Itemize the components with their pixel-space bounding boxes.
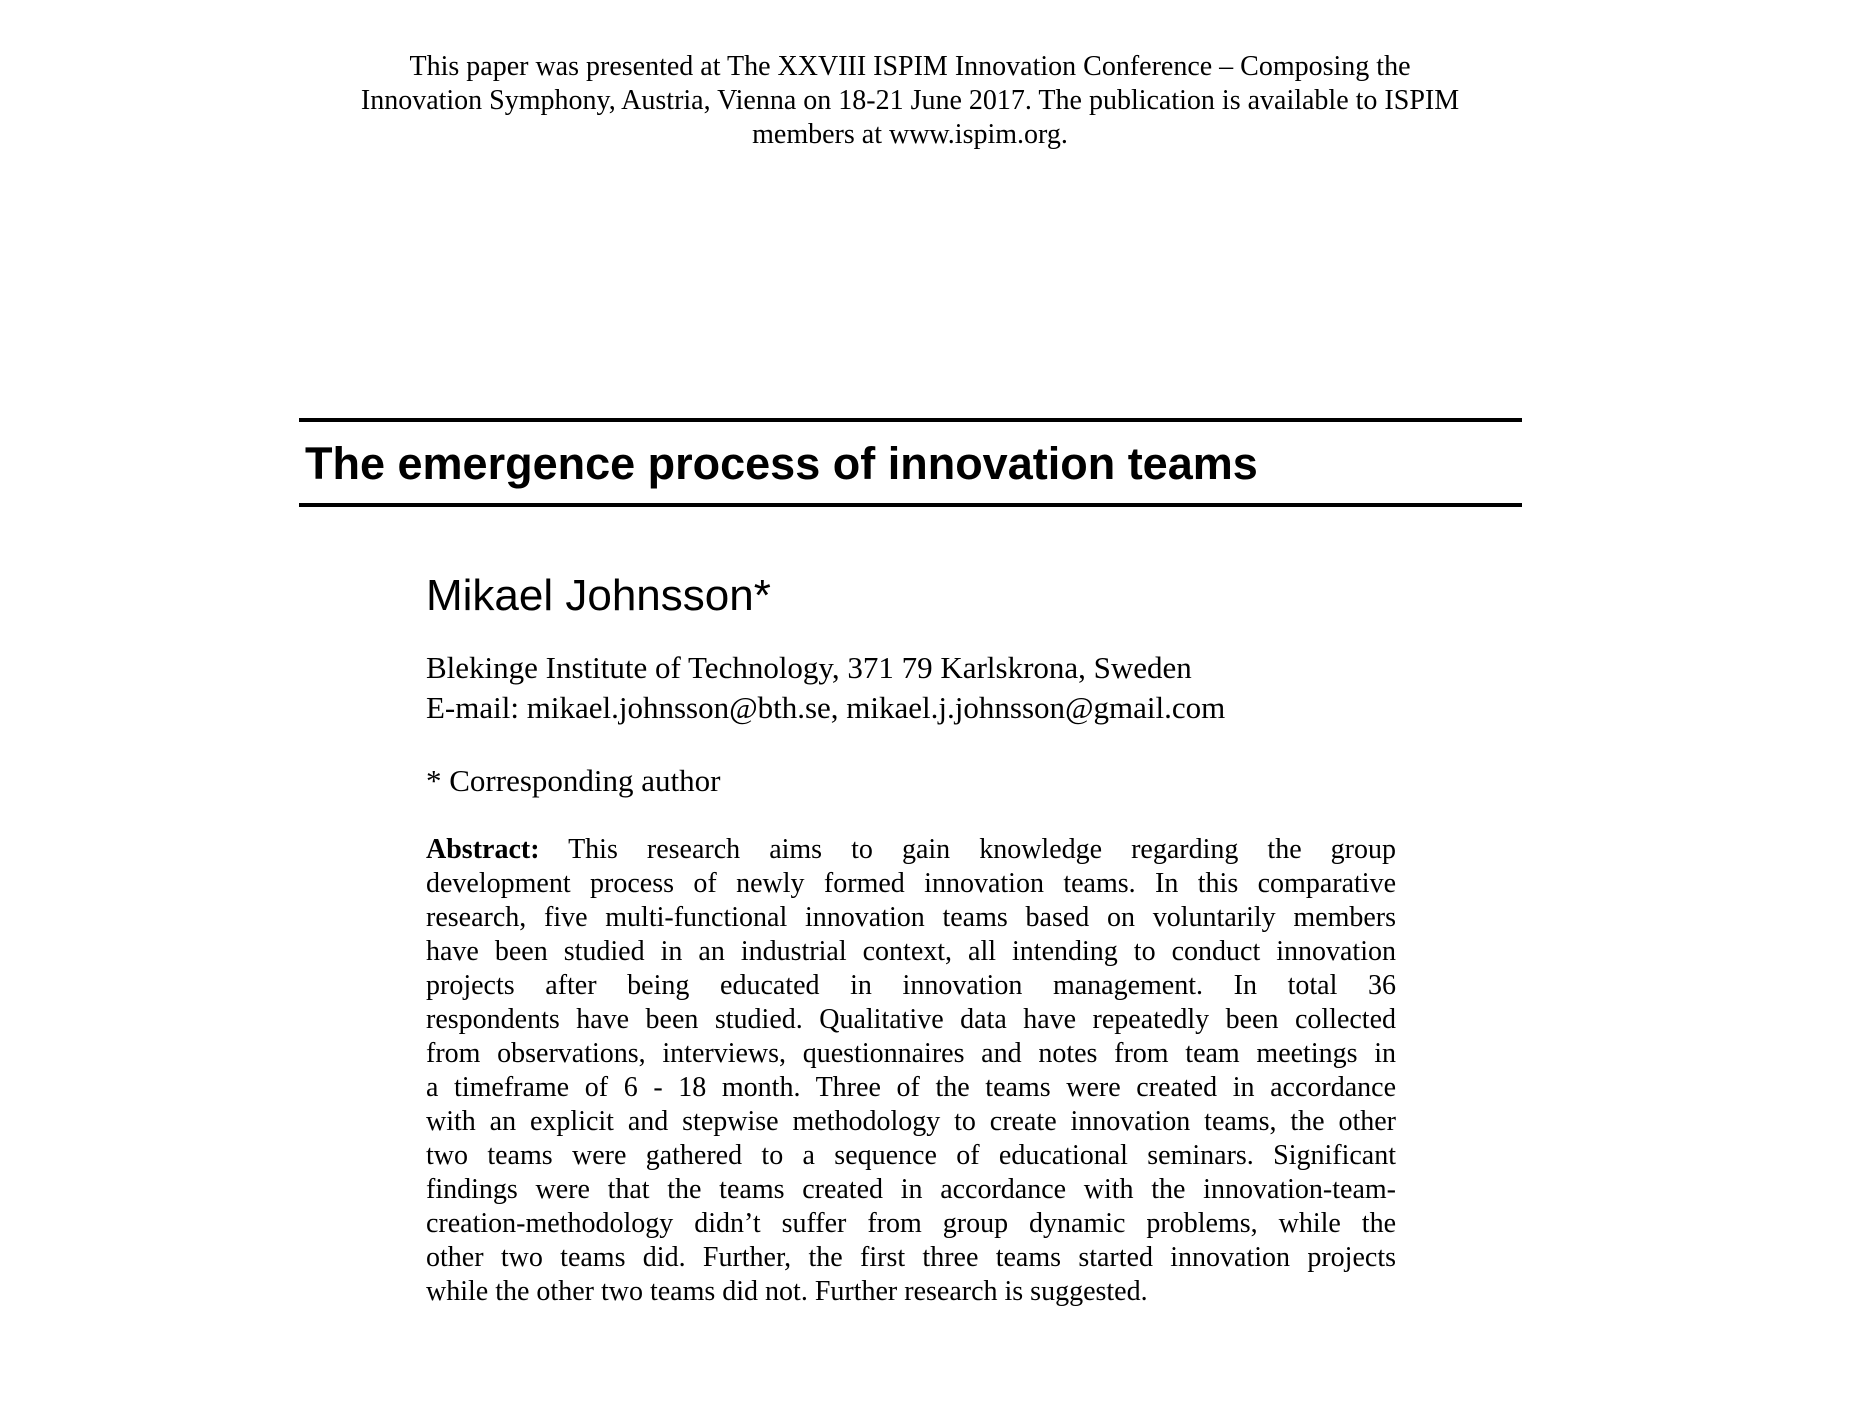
abstract	[426, 833, 1396, 1309]
abstract-line: research, five multi-functional innovation teams based on voluntarily members	[426, 902, 1396, 933]
abstract-label: Abstract:	[426, 834, 540, 865]
corresponding-author-note: * Corresponding author	[426, 763, 721, 798]
abstract-line: have been studied in an industrial context, all intending to conduct innovation	[426, 936, 1396, 967]
conference-notice-line: members at www.ispim.org.	[752, 119, 1068, 150]
author-affiliation-block	[426, 648, 1225, 728]
abstract-line: while the other two teams did not. Further research is suggested.	[426, 1276, 1148, 1307]
author-email: E-mail: mikael.johnsson@bth.se, mikael.j.johnsson@gmail.com	[426, 690, 1226, 725]
abstract-line: findings were that the teams created in accordance with the innovation-team-	[426, 1174, 1396, 1205]
abstract-line	[426, 833, 1396, 867]
abstract-line: respondents have been studied. Qualitative data have repeatedly been collected	[426, 1004, 1396, 1035]
abstract-line: from observations, interviews, questionnaires and notes from team meetings in	[426, 1038, 1396, 1069]
abstract-line: two teams were gathered to a sequence of educational seminars. Significant	[426, 1140, 1396, 1171]
abstract-line: other two teams did. Further, the first three teams started innovation projects	[426, 1242, 1396, 1273]
conference-notice-line: This paper was presented at The XXVIII ISPIM Innovation Conference – Composing the	[409, 51, 1411, 82]
abstract-line: development process of newly formed innovation teams. In this comparative	[426, 868, 1396, 899]
abstract-line: a timeframe of 6 - 18 month. Three of the teams were created in accordance	[426, 1072, 1396, 1103]
abstract-line: creation-methodology didn’t suffer from group dynamic problems, while the	[426, 1208, 1396, 1239]
abstract-line-text: This research aims to gain knowledge regarding the group	[539, 834, 1396, 865]
conference-notice	[300, 50, 1520, 152]
author-name: Mikael Johnsson*	[426, 571, 771, 620]
affiliation: Blekinge Institute of Technology, 371 79 Karlskrona, Sweden	[426, 650, 1192, 685]
abstract-line: projects after being educated in innovation management. In total 36	[426, 970, 1396, 1001]
conference-notice-line: Innovation Symphony, Austria, Vienna on 18-21 June 2017. The publication is available to ISPIM	[360, 85, 1460, 116]
abstract-line: with an explicit and stepwise methodology to create innovation teams, the other	[426, 1106, 1396, 1137]
title-bottom-rule	[299, 503, 1522, 507]
paper-title: The emergence process of innovation teams	[305, 438, 1258, 489]
title-top-rule	[299, 418, 1522, 422]
